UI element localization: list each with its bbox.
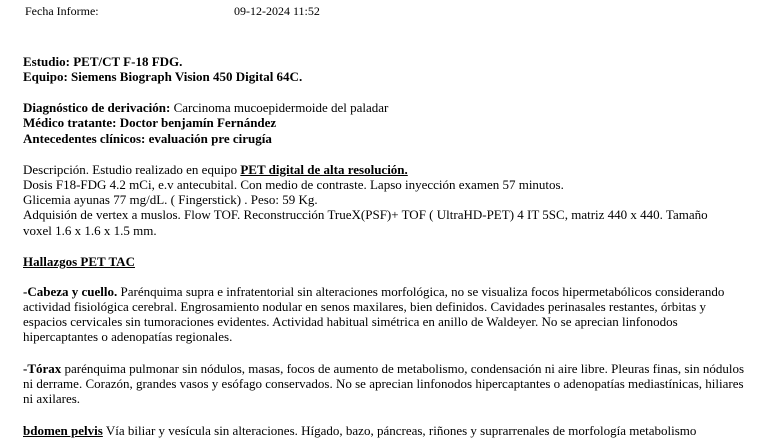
abdomen-label: bdomen pelvis	[23, 423, 103, 438]
clinical-history: Antecedentes clínicos: evaluación pre cirugía	[23, 131, 272, 146]
description-prefix: Descripción. Estudio realizado en equipo	[23, 162, 241, 177]
referral-diagnosis	[23, 100, 388, 115]
treating-physician: Médico tratante: Doctor benjamín Fernández	[23, 115, 277, 130]
thorax-label: -Tórax	[23, 361, 62, 376]
description-line-2: Dosis F18-FDG 4.2 mCi, e.v antecubital. Con medio de contraste. Lapso inyección examen 57 minutos.	[23, 177, 564, 192]
report-date-value: 09-12-2024 11:52	[234, 4, 320, 18]
findings-head-neck	[23, 284, 748, 344]
head-neck-text: Parénquima supra e infratentorial sin alteraciones morfológica, no se visualiza focos hipermetabólicos considerando actividad fisiológica cerebral. Engrosamiento nodular en senos maxilares, bien definidos. Cavidades perinasales restantes, órbitas y espacios cervicales sin tumoraciones evidentes. Actividad habitual simétrica en anillo de Waldeyer. No se aprecian linfonodos hipercaptantes o adenopatías regionales.	[23, 284, 725, 344]
thorax-text: parénquima pulmonar sin nódulos, masas, focos de aumento de metabolismo, condensación ni aire libre. Pleuras finas, sin nódulos ni derrame. Corazón, grandes vasos y esófago conservados. No se aprecian linfonodos hipercaptantes o adenopatías mediastínicas, hiliares ni axilares.	[23, 361, 744, 406]
description-highlight: PET digital de alta resolución.	[240, 162, 408, 177]
study-name: Estudio: PET/CT F-18 FDG.	[23, 54, 183, 69]
description-line-3: Glicemia ayunas 77 mg/dL. ( Fingerstick) . Peso: 59 Kg.	[23, 192, 318, 207]
equipment: Equipo: Siemens Biograph Vision 450 Digital 64C.	[23, 69, 303, 84]
findings-title: Hallazgos PET TAC	[23, 254, 135, 269]
abdomen-text: Vía biliar y vesícula sin alteraciones. Hígado, bazo, páncreas, riñones y suprarrenales de morfología metabolismo	[102, 423, 697, 438]
description-line-4: Adquisión de vertex a muslos. Flow TOF. Reconstrucción TrueX(PSF)+ TOF ( UltraHD-PET) 4 IT 5SC, matriz 440 x 440. Tamaño	[23, 207, 708, 222]
description-line-5: voxel 1.6 x 1.6 x 1.5 mm.	[23, 223, 157, 238]
findings-thorax	[23, 361, 748, 406]
referral-diagnosis-value: Carcinoma mucoepidermoide del paladar	[170, 100, 389, 115]
description-line-1	[23, 162, 408, 177]
head-neck-label: -Cabeza y cuello.	[23, 284, 118, 299]
referral-diagnosis-label: Diagnóstico de derivación:	[23, 100, 171, 115]
report-date-label: Fecha Informe:	[25, 4, 99, 18]
